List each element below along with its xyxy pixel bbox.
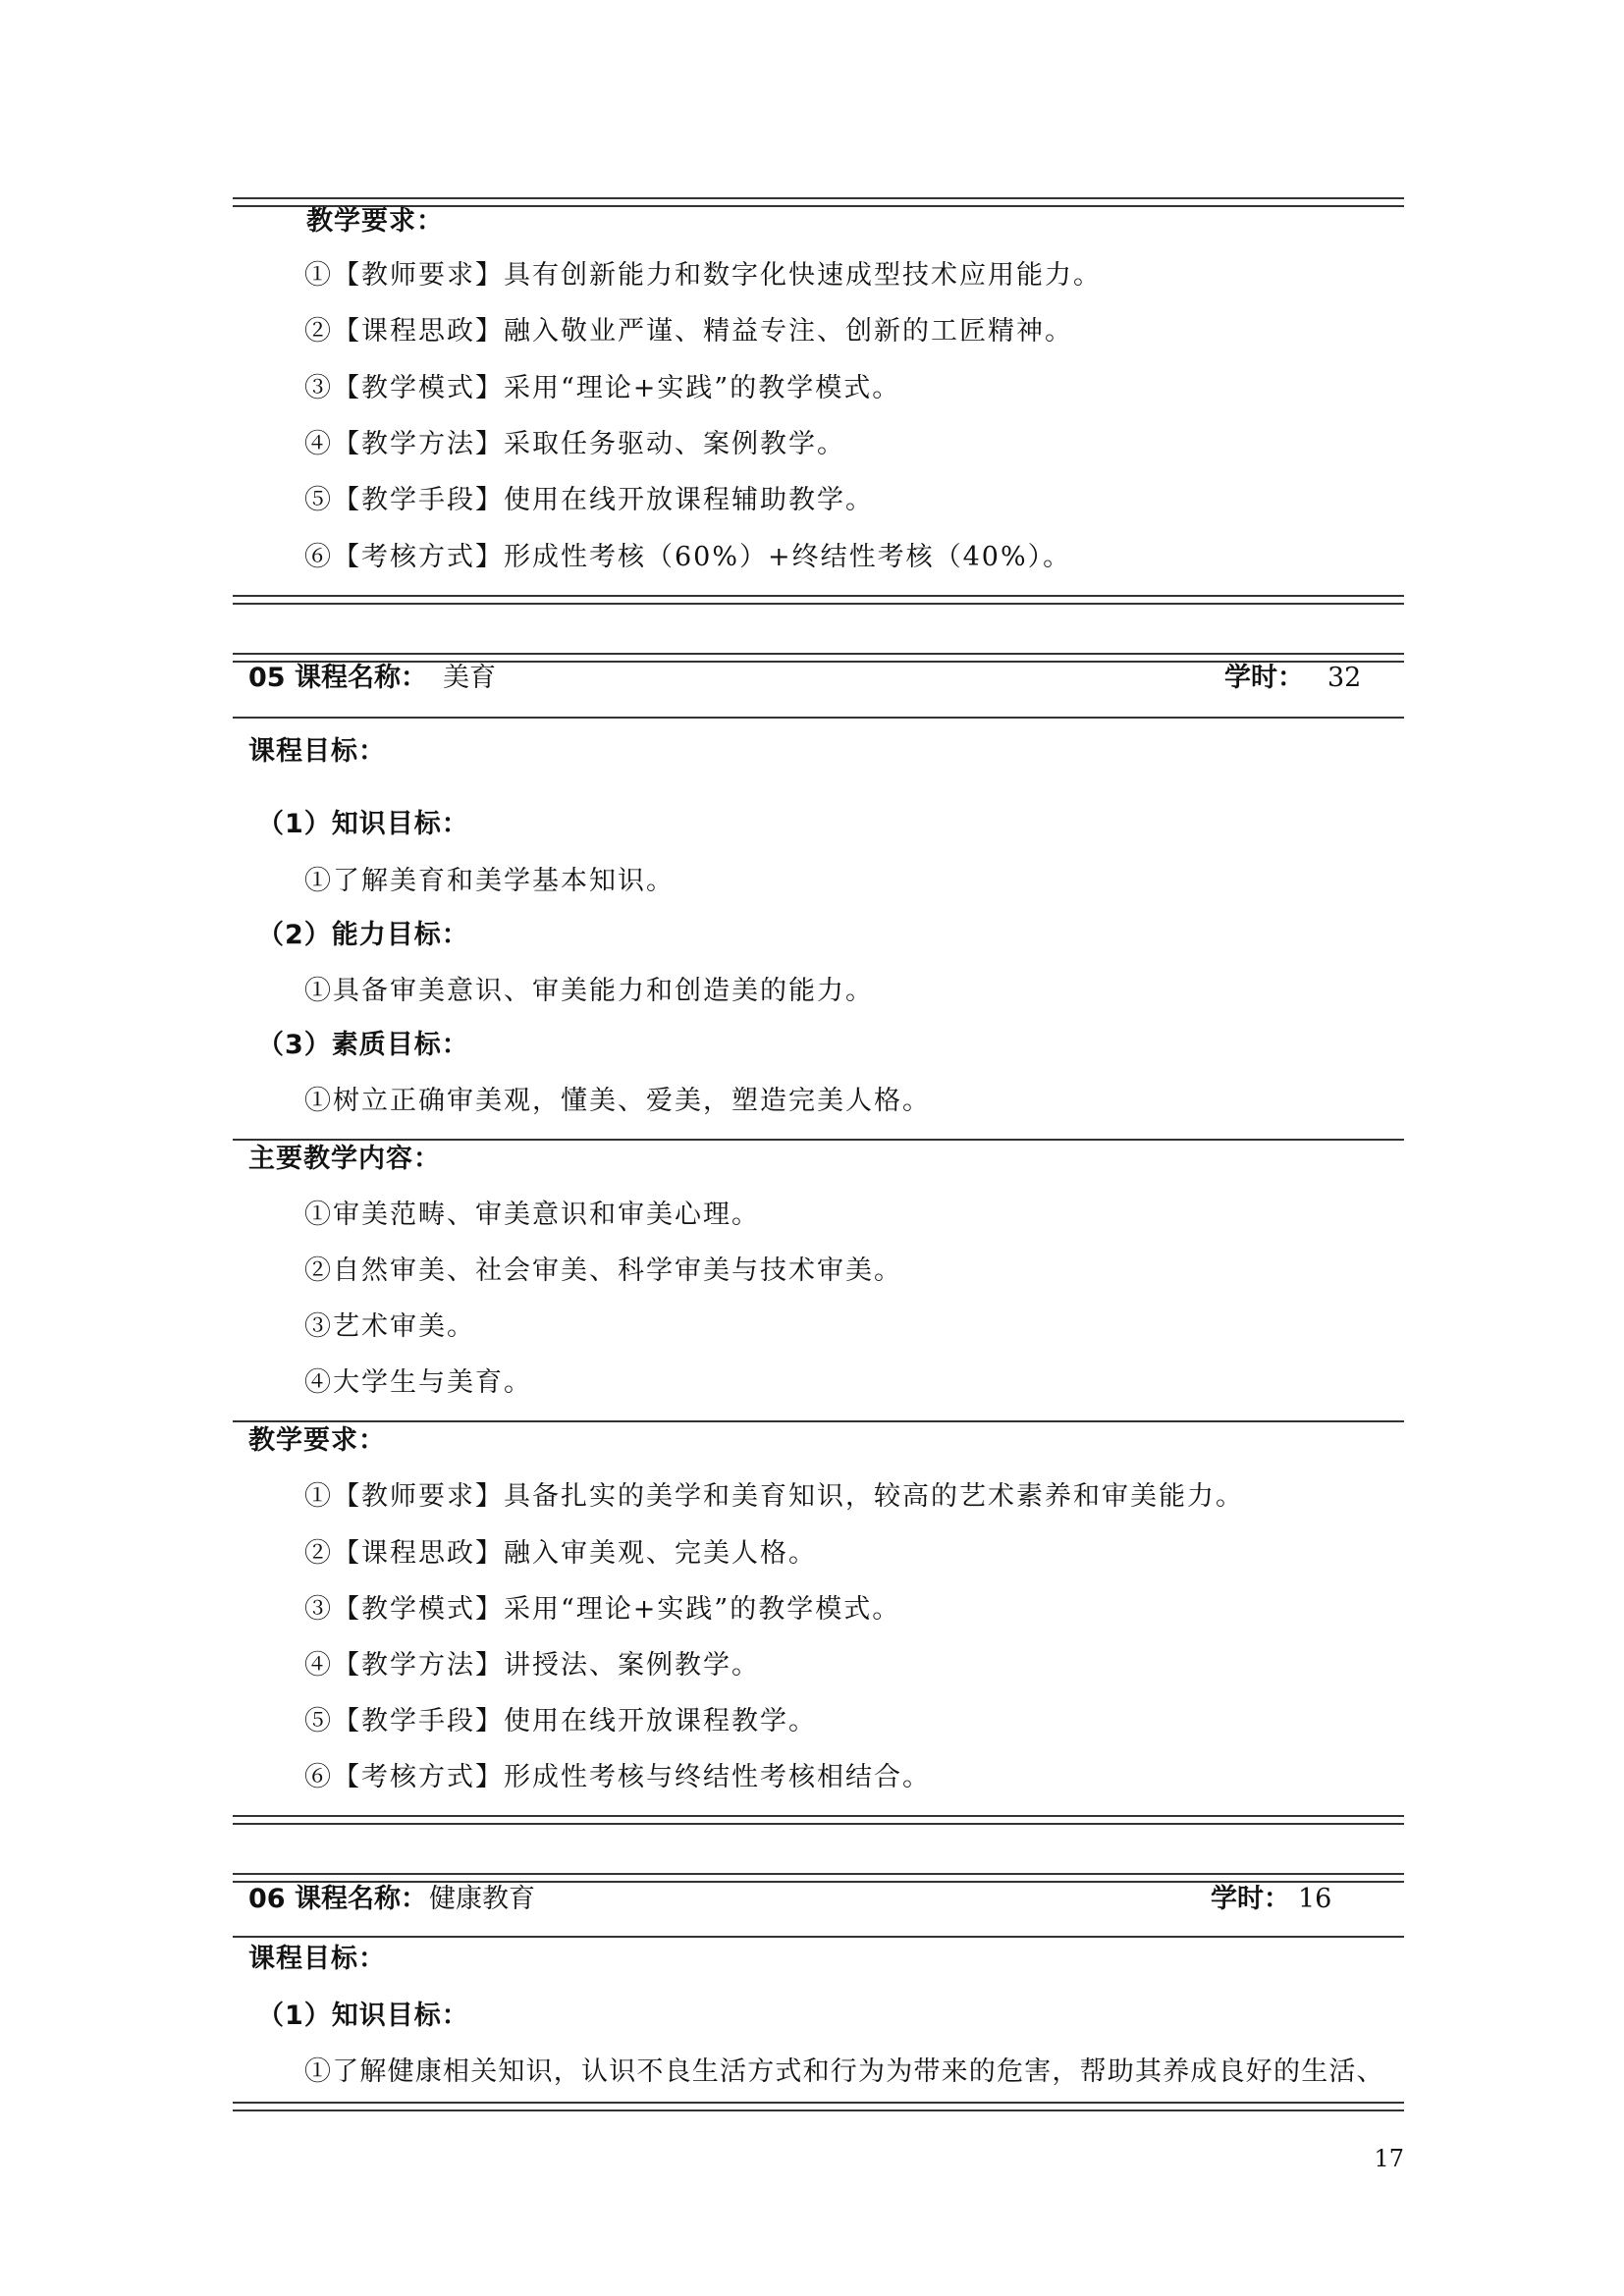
- course-name-label: 06 课程名称：: [248, 1884, 427, 1914]
- content-item: ②自然审美、社会审美、科学审美与技术审美。: [304, 1255, 902, 1286]
- requirement-item: ③【教学模式】采用“理论+实践”的教学模式。: [304, 1594, 901, 1625]
- requirement-item: ②【课程思政】融入敬业严谨、精益专注、创新的工匠精神。: [304, 316, 1073, 347]
- requirement-item: ①【教师要求】具备扎实的美学和美育知识，较高的艺术素养和审美能力。: [304, 1481, 1244, 1512]
- knowledge-goals-heading: （1）知识目标：: [257, 2001, 469, 2031]
- quality-goal-item: ①树立正确审美观，懂美、爱美，塑造完美人格。: [304, 1086, 931, 1116]
- knowledge-goal-item: ①了解美育和美学基本知识。: [304, 866, 675, 896]
- requirement-item: ⑤【教学手段】使用在线开放课程教学。: [304, 1706, 817, 1736]
- hours-value: 32: [1327, 663, 1362, 693]
- table-border-bottom: [233, 1815, 1404, 1825]
- row-divider: [233, 1139, 1404, 1141]
- course-name-value: 健康教育: [429, 1884, 535, 1914]
- course-hours: [1224, 661, 1304, 696]
- requirement-item: ⑥【考核方式】形成性考核与终结性考核相结合。: [304, 1762, 931, 1792]
- teaching-content-heading: 主要教学内容：: [248, 1144, 441, 1174]
- course-hours: [1211, 1882, 1290, 1917]
- course-goals-heading: 课程目标：: [248, 1944, 386, 1974]
- requirement-item: ④【教学方法】讲授法、案例教学。: [304, 1650, 760, 1681]
- requirement-item: ③【教学模式】采用“理论+实践”的教学模式。: [304, 373, 901, 403]
- content-item: ④大学生与美育。: [304, 1367, 532, 1398]
- requirement-item: ④【教学方法】采取任务驱动、案例教学。: [304, 429, 845, 459]
- course-name-row: [248, 661, 427, 696]
- content-item: ①审美范畴、审美意识和审美心理。: [304, 1200, 760, 1230]
- requirement-item: ⑤【教学手段】使用在线开放课程辅助教学。: [304, 485, 874, 515]
- hours-label: 学时：: [1224, 663, 1304, 693]
- course-name-row: [248, 1882, 427, 1917]
- table-border-bottom: [233, 595, 1404, 605]
- content-item: ③艺术审美。: [304, 1311, 475, 1342]
- requirement-item: ①【教师要求】具有创新能力和数字化快速成型技术应用能力。: [304, 260, 1102, 291]
- requirement-item: ⑥【考核方式】形成性考核（60%）+终结性考核（40%）。: [304, 542, 1072, 572]
- row-divider: [233, 1936, 1404, 1938]
- page-number: 17: [1374, 2145, 1404, 2172]
- row-divider: [233, 717, 1404, 719]
- table-border-bottom: [233, 2102, 1404, 2111]
- hours-value: 16: [1298, 1884, 1332, 1914]
- requirement-item: ②【课程思政】融入审美观、完美人格。: [304, 1538, 817, 1569]
- course-goals-heading: 课程目标：: [248, 736, 386, 767]
- hours-label: 学时：: [1211, 1884, 1290, 1914]
- ability-goals-heading: （2）能力目标：: [257, 920, 469, 950]
- knowledge-goals-heading: （1）知识目标：: [257, 809, 469, 839]
- ability-goal-item: ①具备审美意识、审美能力和创造美的能力。: [304, 976, 874, 1006]
- knowledge-goal-item: ①了解健康相关知识，认识不良生活方式和行为为带来的危害，帮助其养成良好的生活、: [304, 2056, 1384, 2087]
- teaching-requirements-heading: 教学要求：: [248, 1425, 386, 1456]
- course-name-label: 05 课程名称：: [248, 663, 427, 693]
- course-name-value: 美育: [443, 663, 496, 693]
- row-divider: [233, 1420, 1404, 1422]
- quality-goals-heading: （3）素质目标：: [257, 1030, 469, 1060]
- teaching-requirements-heading: 教学要求：: [306, 206, 444, 237]
